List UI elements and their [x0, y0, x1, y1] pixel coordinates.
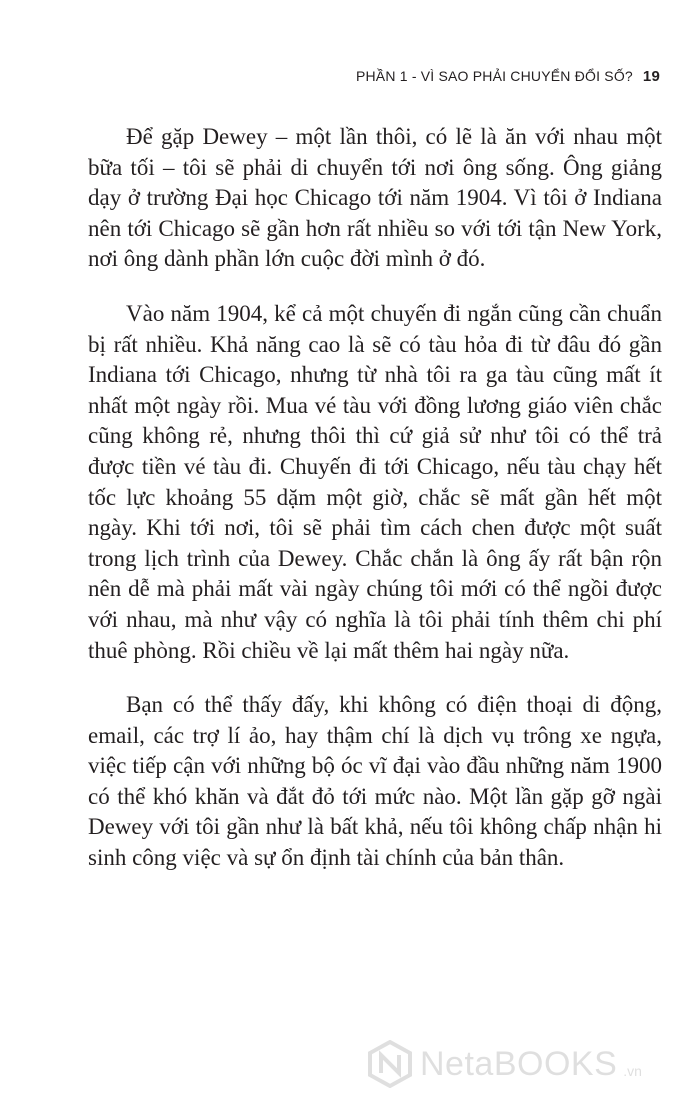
section-title: PHẦN 1 - VÌ SAO PHẢI CHUYỂN ĐỔI SỐ? — [355, 68, 633, 84]
n-logo-icon — [366, 1040, 414, 1088]
paragraph-2: Vào năm 1904, kể cả một chuyến đi ngắn cũng cần chuẩn bị rất nhiều. Khả năng cao là sẽ có tàu hỏa đi từ đâu đó gần Indiana tới Chicago, nhưng từ nhà tôi ra ga tàu cũng mất ít nhất một ngày rồi. Mua vé tàu với đồng lương giáo viên chắc cũng không rẻ, nhưng thôi thì cứ giả sử như tôi có thể trả được tiền vé tàu đi. Chuyến đi tới Chicago, nếu tàu chạy hết tốc lực khoảng 55 dặm một giờ, chắc sẽ mất gần hết một ngày. Khi tới nơi, tôi sẽ phải tìm cách chen được một suất trong lịch trình của Dewey. Chắc chắn là ông ấy rất bận rộn nên dễ mà phải mất vài ngày chúng tôi mới có thể ngồi được với nhau, mà như vậy có nghĩa là tôi phải tính thêm chi phí thuê phòng. Rồi chiều về lại mất thêm hai ngày nữa. — [88, 300, 662, 663]
watermark-brand: NetaBOOKS — [420, 1044, 618, 1083]
paragraph-3: Bạn có thể thấy đấy, khi không có điện thoại di động, email, các trợ lí ảo, hay thậm chí là dịch vụ trông xe ngựa, việc tiếp cận với những bộ óc vĩ đại vào đầu những năm 1900 có thể khó khăn và đắt đỏ tới mức nào. Một lần gặp gỡ ngài Dewey với tôi gần như là bất khả, nếu tôi không chấp nhận hi sinh công việc và sự ổn định tài chính của bản thân. — [88, 692, 662, 871]
body-text — [88, 122, 662, 898]
running-header — [356, 68, 660, 85]
paragraph-1: Để gặp Dewey – một lần thôi, có lẽ là ăn với nhau một bữa tối – tôi sẽ phải di chuyển tới nơi ông sống. Ông giảng dạy ở trường Đại học Chicago tới năm 1904. Vì tôi ở Indiana nên tới Chicago sẽ gần hơn rất nhiều so với tới tận New York, nơi ông dành phần lớn cuộc đời mình ở đó. — [88, 124, 662, 272]
watermark-suffix: .vn — [623, 1063, 642, 1079]
page-number: 19 — [642, 68, 660, 85]
watermark — [366, 1040, 642, 1088]
